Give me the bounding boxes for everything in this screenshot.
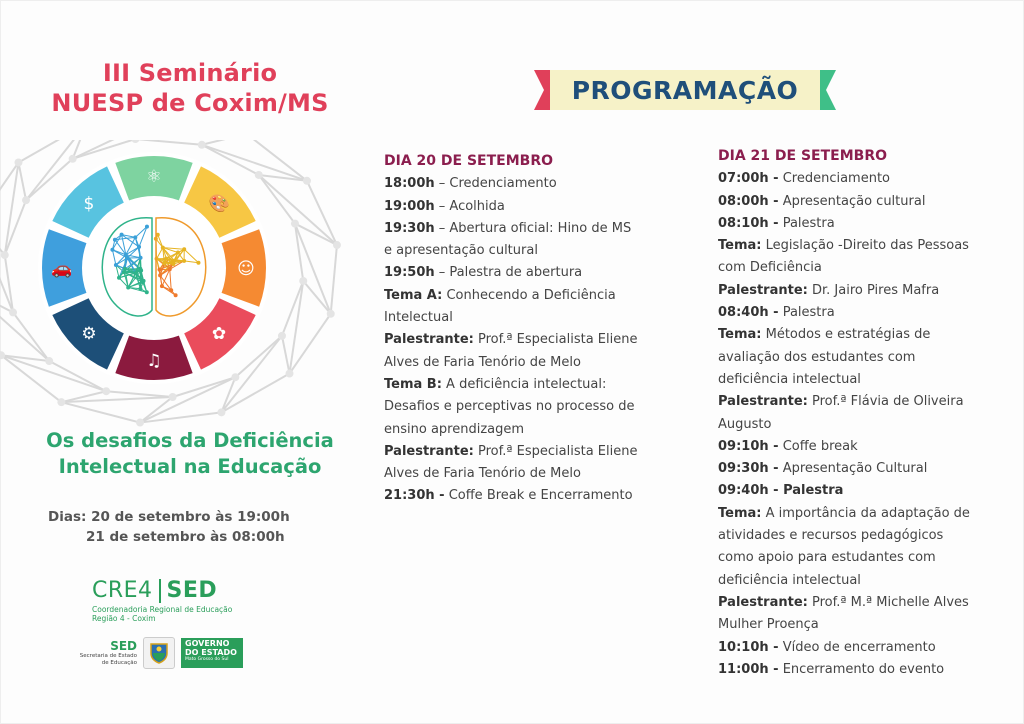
- schedule-line-text: A deficiência intelectual:: [441, 376, 607, 392]
- schedule-line-text: Coffe Break e Encerramento: [444, 488, 633, 504]
- schedule-line-text: Apresentação cultural: [778, 193, 926, 209]
- event-subtitle: [0, 428, 380, 480]
- schedule-line-text: Augusto: [718, 416, 772, 432]
- schedule-line: [384, 463, 644, 485]
- schedule-line: [718, 503, 980, 525]
- event-dates: [48, 507, 290, 547]
- schedule-line: [718, 347, 980, 369]
- schedule-line: [384, 240, 644, 262]
- schedule-line-text: deficiência intelectual: [718, 371, 861, 387]
- state-crest-icon: [143, 637, 175, 669]
- schedule-line: [384, 218, 644, 240]
- schedule-line-text: Palestra: [778, 215, 835, 231]
- schedule-line: [384, 307, 644, 329]
- sed-logo-label: SED: [110, 639, 137, 653]
- schedule-line-text: Vídeo de encerramento: [778, 639, 936, 655]
- gear-icon: ⚙: [81, 324, 97, 345]
- schedule-line-label: Tema:: [718, 327, 762, 343]
- schedule-line-text: Legislação -Direito das Pessoas: [761, 238, 969, 254]
- schedule-line: [718, 458, 980, 480]
- cre-sed-label: SED: [166, 578, 218, 603]
- gov-line2: DO ESTADO: [185, 647, 237, 657]
- schedule-line: [718, 592, 980, 614]
- schedule-line: [718, 525, 980, 547]
- schedule-line-label: Tema:: [718, 505, 762, 521]
- schedule-line: [718, 302, 980, 324]
- schedule-line: [384, 374, 644, 396]
- gov-line3: Mato Grosso do Sul: [185, 657, 229, 662]
- schedule-line: [384, 441, 644, 463]
- schedule-line-text: – Abertura oficial: Hino de MS: [434, 220, 632, 236]
- music-note-icon: ♫: [146, 351, 162, 371]
- schedule-line-label: Tema B:: [384, 376, 442, 392]
- schedule-line-label: 08:40h -: [718, 305, 779, 321]
- schedule-line-label: 11:00h -: [718, 661, 779, 677]
- car-icon: 🚗: [51, 259, 73, 279]
- sed-logo: [75, 640, 137, 666]
- schedule-line: [718, 391, 980, 413]
- seminar-logo: [0, 140, 380, 440]
- schedule-line-label: 10:10h -: [718, 639, 779, 655]
- schedule-line: [718, 414, 980, 436]
- schedule-line-label: 19:30h: [384, 220, 435, 236]
- schedule-line-label: 19:00h: [384, 198, 435, 214]
- cre-line2: Região 4 - Coxim: [92, 614, 156, 623]
- gov-line1: GOVERNO: [185, 639, 230, 648]
- schedule-line: [718, 213, 980, 235]
- schedule-line-text: Prof.ª Flávia de Oliveira: [807, 394, 964, 410]
- schedule-line-text: Apresentação Cultural: [778, 461, 928, 477]
- schedule-line-text: com Deficiência: [718, 260, 822, 276]
- event-dates-line1: Dias: 20 de setembro às 19:00h: [48, 509, 290, 525]
- schedule-line-label: Palestrante:: [718, 282, 808, 298]
- schedule-line-label: Palestrante:: [718, 594, 808, 610]
- schedule-line: [718, 257, 980, 279]
- schedule-line: [384, 173, 644, 195]
- schedule-line-text: Desafios e perceptivas no processo de: [384, 399, 635, 415]
- schedule-line-label: Palestrante:: [384, 332, 474, 348]
- cre4-sed-logo: [92, 578, 252, 623]
- event-title-line2: NUESP de Coxim/MS: [51, 89, 329, 117]
- institution-logos: [75, 636, 245, 670]
- day2-heading: DIA 21 DE SETEMBRO: [718, 148, 887, 164]
- cre-separator: [159, 579, 161, 603]
- schedule-line-label: 09:10h -: [718, 438, 779, 454]
- schedule-line-label: 09:40h - Palestra: [718, 483, 844, 499]
- sed-logo-sub2: de Educação: [101, 659, 137, 666]
- schedule-line-text: Credenciamento: [778, 171, 890, 187]
- schedule-line-text: Métodos e estratégias de: [761, 327, 931, 343]
- schedule-line-label: Palestrante:: [384, 443, 474, 459]
- schedule-line-text: e apresentação cultural: [384, 243, 538, 259]
- schedule-line-text: – Credenciamento: [434, 176, 557, 192]
- event-dates-line2: 21 de setembro às 08:00h: [86, 529, 285, 545]
- programacao-banner: [534, 68, 836, 112]
- schedule-line-label: 08:00h -: [718, 193, 779, 209]
- schedule-line-label: 07:00h -: [718, 171, 779, 187]
- schedule-line: [384, 329, 644, 351]
- schedule-line-label: 18:00h: [384, 176, 435, 192]
- schedule-line-text: Prof.ª Especialista Eliene: [473, 443, 638, 459]
- day1-heading: DIA 20 DE SETEMBRO: [384, 153, 553, 169]
- day1-lines: [384, 173, 644, 507]
- schedule-line: [718, 235, 980, 257]
- schedule-line-label: Tema:: [718, 238, 762, 254]
- schedule-line: [384, 196, 644, 218]
- schedule-line-text: atividades e recursos pedagógicos: [718, 528, 944, 544]
- schedule-line: [384, 285, 644, 307]
- day1-schedule: [384, 150, 644, 508]
- schedule-line-text: Prof.ª M.ª Michelle Alves: [807, 594, 969, 610]
- schedule-line: [718, 637, 980, 659]
- schedule-line: [718, 659, 980, 681]
- dollar-icon: $: [83, 193, 95, 214]
- event-subtitle-line2: Intelectual na Educação: [58, 455, 322, 478]
- schedule-line: [718, 324, 980, 346]
- schedule-line: [718, 570, 980, 592]
- schedule-line-text: deficiência intelectual: [718, 572, 861, 588]
- palette-icon: 🎨: [208, 193, 230, 214]
- day2-lines: [718, 168, 980, 681]
- cre-line1: Coordenadoria Regional de Educação: [92, 605, 233, 614]
- schedule-line-text: Conhecendo a Deficiência: [442, 287, 616, 303]
- schedule-line: [384, 419, 644, 441]
- sed-logo-sub1: Secretaria de Estado: [79, 653, 137, 659]
- schedule-line-text: Prof.ª Especialista Eliene: [473, 332, 638, 348]
- cre4-label: CRE4: [92, 578, 153, 603]
- schedule-line-text: avaliação dos estudantes com: [718, 349, 916, 365]
- schedule-line: [384, 485, 644, 507]
- schedule-line: [718, 191, 980, 213]
- schedule-line-text: Palestra: [778, 305, 835, 321]
- schedule-line-label: Tema A:: [384, 287, 443, 303]
- schedule-line-label: 09:30h -: [718, 461, 779, 477]
- schedule-line-text: Intelectual: [384, 310, 453, 326]
- schedule-line-text: Alves de Faria Tenório de Melo: [384, 466, 581, 482]
- event-subtitle-line1: Os desafios da Deficiência: [46, 429, 334, 452]
- schedule-line-text: – Acolhida: [434, 198, 505, 214]
- schedule-line-label: 19:50h: [384, 265, 435, 281]
- schedule-line-text: como apoio para estudantes com: [718, 550, 936, 566]
- schedule-line: [718, 436, 980, 458]
- schedule-line: [718, 168, 980, 190]
- schedule-line-label: Palestrante:: [718, 394, 808, 410]
- banner-title: PROGRAMAÇÃO: [550, 70, 820, 110]
- logo-ring: [38, 152, 270, 384]
- schedule-line-text: ensino aprendizagem: [384, 421, 525, 437]
- schedule-line-text: Dr. Jairo Pires Mafra: [807, 282, 940, 298]
- seminar-logo-graphic: [0, 140, 380, 440]
- schedule-line: [718, 547, 980, 569]
- schedule-line: [718, 614, 980, 636]
- schedule-line-text: A importância da adaptação de: [761, 505, 970, 521]
- schedule-line: [384, 396, 644, 418]
- schedule-line-text: – Palestra de abertura: [434, 265, 583, 281]
- schedule-line: [384, 352, 644, 374]
- event-title-line1: III Seminário: [102, 59, 278, 87]
- schedule-line: [718, 369, 980, 391]
- schedule-line: [718, 480, 980, 502]
- schedule-line: [384, 262, 644, 284]
- event-title: [0, 58, 380, 118]
- atom-icon: ⚛: [146, 167, 162, 187]
- government-logo: [181, 638, 243, 668]
- schedule-line-text: Alves de Faria Tenório de Melo: [384, 354, 581, 370]
- schedule-line-label: 08:10h -: [718, 215, 779, 231]
- schedule-line-text: Coffe break: [778, 438, 858, 454]
- schedule-line: [718, 280, 980, 302]
- theater-mask-icon: ☺: [237, 259, 255, 279]
- schedule-line-label: 21:30h -: [384, 488, 445, 504]
- flower-icon: ✿: [211, 324, 227, 345]
- schedule-line-text: Encerramento do evento: [778, 661, 945, 677]
- schedule-line-text: Mulher Proença: [718, 617, 819, 633]
- day2-schedule: [718, 145, 980, 681]
